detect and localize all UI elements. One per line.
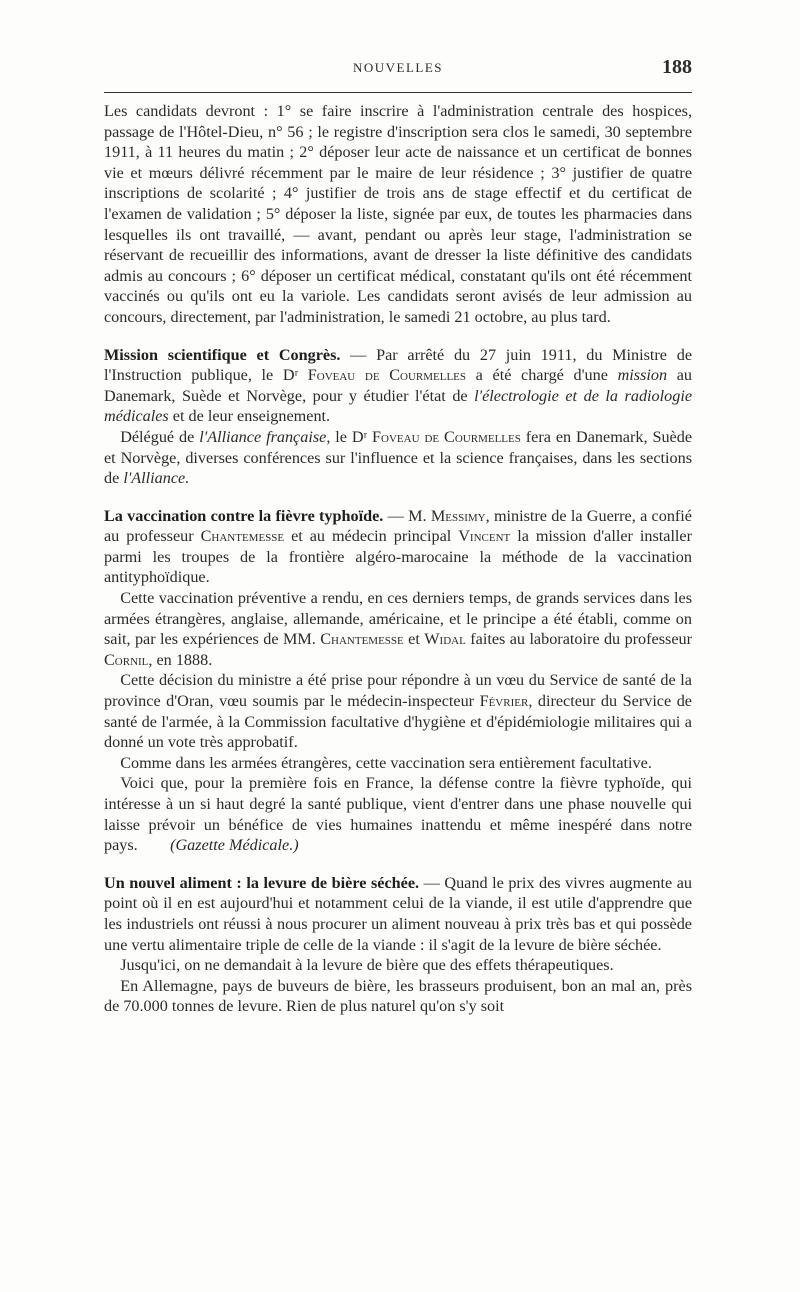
typhoide-paragraph-3: Cette décision du ministre a été prise pour répondre à un vœu du Service de santé de la province d'Oran, vœu soumis par le médecin-inspecteur Février, directeur du Service de santé de l'armée, à la Commission facultative d'hygiène et d'épidémiologie militaires qui a donné un vote très approbatif. xyxy=(104,671,692,752)
section-mission xyxy=(104,345,692,489)
typhoide-paragraph-2: Cette vaccination préventive a rendu, en ces derniers temps, de grands services dans les armées étrangères, anglaise, allemande, américaine, et le principe a été établi, comme on sait, par les expériences de MM. Chantemesse et Widal faites au laboratoire du professeur Cornil, en 1888. xyxy=(104,589,692,669)
person-name: Foveau de Courmelles xyxy=(307,366,467,385)
typhoide-paragraph-1: La vaccination contre la fièvre typhoïde. — M. Messimy, ministre de la Guerre, a confié au professeur Chantemesse et au médecin principal Vincent la mission d'aller installer parmi les troupes de la frontière algéro-marocaine la méthode de la vaccination antityphoïdique. xyxy=(104,506,693,587)
aliment-heading: Un nouvel aliment : la levure de bière séchée. xyxy=(104,873,420,892)
aliment-paragraph-1: Un nouvel aliment : la levure de bière séchée. — Quand le prix des vivres augmente au point où il en est aujourd'hui et notamment celui de la viande, il est utile d'apprendre que les industriels ont réussi à nous procurer un aliment nouveau à prix très bas et qui possède une vertu alimentaire triple de celle de la viande : il s'agit de la levure de bière séchée. xyxy=(104,873,692,954)
running-head xyxy=(104,56,692,80)
mission-heading: Mission scientifique et Congrès. xyxy=(104,345,341,364)
paragraph-candidats: Les candidats devront : 1° se faire inscrire à l'administration centrale des hospices, passage de l'Hôtel-Dieu, n° 56 ; le registre d'inscription sera clos le samedi, 30 septembre 1911, à 11 heures du matin ; 2° déposer leur acte de naissance et un certificat de bonnes vie et mœurs délivré récemment par le maire de leur résidence ; 3° justifier de quatre inscriptions de scolarité ; 4° justifier de trois ans de stage effectif et du certificat de l'examen de validation ; 5° déposer la liste, signée par eux, de toutes les pharmacies dans lesquelles ils ont travaillé, — avant, pendant ou après leur stage, l'administration se réservant de recueillir des informations, avant de dresser la liste définitive des candidats admis au concours ; 6° déposer un certificat médical, constatant qu'ils ont été récemment vaccinés ou qu'ils ont eu la variole. Les candidats seront avisés de leur admission au concours, directement, par l'administration, le samedi 21 octobre, au plus tard. xyxy=(104,102,692,326)
typhoide-heading: La vaccination contre la fièvre typhoïde. xyxy=(104,506,384,525)
section-aliment xyxy=(104,873,692,1017)
mission-paragraph-2: Délégué de l'Alliance française, le Dʳ Foveau de Courmelles fera en Danemark, Suède et Norvège, diverses conférences sur l'influence et la science françaises, dans les sections de l'Alliance. xyxy=(104,427,693,488)
page xyxy=(104,56,692,1017)
typhoide-paragraph-5: Voici que, pour la première fois en France, la défense contre la fièvre typhoïde, qui intéresse à un si haut degré la santé publique, vient d'entrer dans une phase nouvelle qui laisse prévoir un bénéfice de vies humaines inattendu et même inespéré dans notre pays. (Gazette Médicale.) xyxy=(104,774,692,855)
header-rule xyxy=(104,92,692,93)
mission-paragraph-1: Mission scientifique et Congrès. — Par arrêté du 27 juin 1911, du Ministre de l'Instruction publique, le Dʳ Foveau de Courmelles a été chargé d'une mission au Danemark, Suède et Norvège, pour y étudier l'état de l'électrologie et de la radiologie médicales et de leur enseignement. xyxy=(104,345,692,426)
source-citation: (Gazette Médicale.) xyxy=(170,836,299,855)
aliment-paragraph-3: En Allemagne, pays de buveurs de bière, les brasseurs produisent, bon an mal an, près de 70.000 tonnes de levure. Rien de plus naturel qu'on s'y soit xyxy=(104,976,692,1016)
person-name: Foveau de Courmelles xyxy=(372,427,521,446)
typhoide-paragraph-4: Comme dans les armées étrangères, cette vaccination sera entièrement facultative. xyxy=(120,753,652,772)
page-number: 188 xyxy=(662,56,692,78)
aliment-paragraph-2: Jusqu'ici, on ne demandait à la levure de bière que des effets thérapeutiques. xyxy=(120,956,614,975)
section-typhoide xyxy=(104,506,692,856)
running-title: NOUVELLES xyxy=(352,60,444,75)
